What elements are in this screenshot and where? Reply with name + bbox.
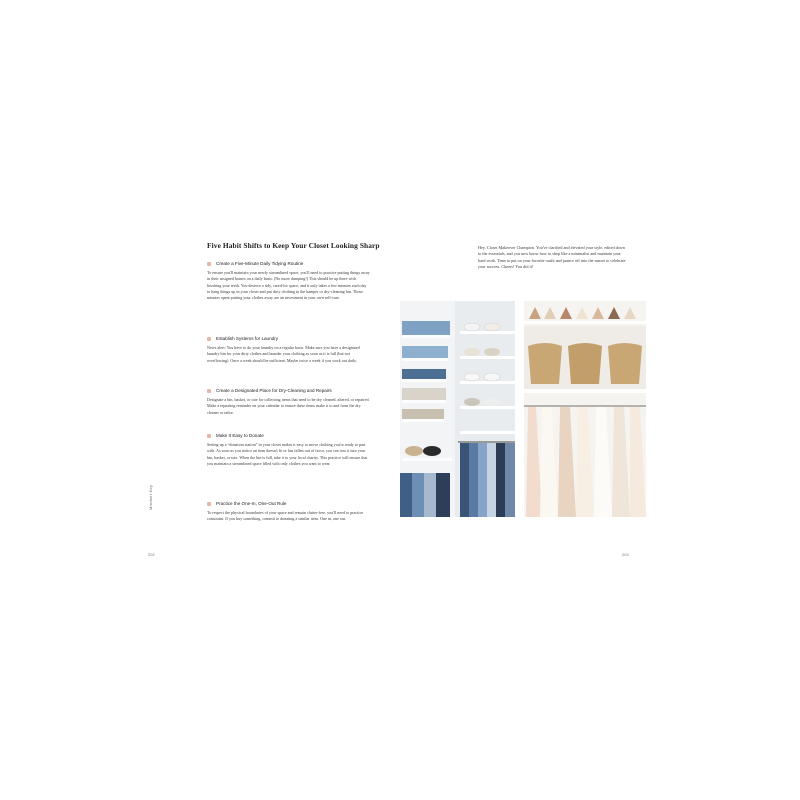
square-bullet-icon bbox=[207, 389, 211, 393]
habit-section-1 bbox=[207, 261, 370, 301]
square-bullet-icon bbox=[207, 434, 211, 438]
left-page bbox=[140, 230, 380, 570]
section-body: News alert: You have to do your laundry on a regular basis. Make sure you have a designated laundry bin for your dirty clothes and launder your clothing as soon as it is full (but not overflowing). Once a week should be sufficient. Maybe twice a week if you work out daily. bbox=[207, 345, 360, 363]
square-bullet-icon bbox=[207, 262, 211, 266]
section-heading-text: Practice the One-In, One-Out Rule bbox=[216, 501, 287, 506]
habit-section-3 bbox=[207, 388, 370, 416]
square-bullet-icon bbox=[207, 502, 211, 506]
section-heading bbox=[207, 336, 370, 341]
section-heading bbox=[207, 388, 370, 393]
page-title: Five Habit Shifts to Keep Your Closet Looking Sharp bbox=[207, 241, 380, 250]
section-heading-text: Establish Systems for Laundry bbox=[216, 336, 279, 341]
page-number-left: 202 bbox=[148, 552, 155, 557]
closet-photo-left bbox=[400, 301, 515, 517]
closet-photo-right bbox=[524, 301, 646, 517]
section-body: To ensure you'll maintain your newly streamlined space, you'll need to practice putting things away in their assigned homes on a daily basis. (No more dumping!) This should be up there with brushing your teeth. You deserve a tidy, cared-for space, and it only takes a few minutes each day to hang things up in your closet and put dirty clothing in the hamper or dry-cleaning bin. Those minutes spent putting your clothes away are an investment in your own self-care. bbox=[207, 270, 370, 301]
section-body: Setting up a “donation station” in your closet makes it easy to move clothing you're ready to part with. As soon as you notice an item doesn't fit or has fallen out of favor, you can toss it into your bin, basket, or tote. When the bin is full, take it to your local charity. This practice will ensure that you maintain a streamlined space filled with only clothes you want to wear. bbox=[207, 442, 368, 466]
section-heading-text: Make It Easy to Donate bbox=[216, 433, 264, 438]
habit-section-2 bbox=[207, 336, 370, 364]
section-heading-text: Create a Five-Minute Daily Tidying Routine bbox=[216, 261, 304, 266]
habit-section-5 bbox=[207, 501, 370, 523]
section-body: Designate a bin, basket, or tote for collecting items that need to be dry cleaned, altered, or repaired. Make a repeating reminder on your calendar to ensure these items make it to and from the dry cleaner or tailor. bbox=[207, 397, 370, 415]
page-number-right: 203 bbox=[622, 552, 629, 557]
habit-section-4 bbox=[207, 433, 370, 467]
spine-label: Mindset Key bbox=[148, 484, 153, 510]
section-heading bbox=[207, 261, 370, 266]
square-bullet-icon bbox=[207, 337, 211, 341]
intro-paragraph: Hey, Closet Makeover Champion. You've clarified and elevated your style, edited down to the essentials, and you now know how to shop like a minimalist and maintain your hard work. Time to put on your favorite outfit and prance off into the sunset to celebrate your success. Cheers! You did it! bbox=[478, 245, 626, 270]
section-body: To respect the physical boundaries of your space and remain clutter-free, you'll need to practice constraint. If you buy something, commit to donating a similar item. One in, one out. bbox=[207, 510, 364, 522]
section-heading bbox=[207, 501, 370, 506]
section-heading bbox=[207, 433, 370, 438]
section-heading-text: Create a Designated Place for Dry-Cleaning and Repairs bbox=[216, 388, 332, 393]
